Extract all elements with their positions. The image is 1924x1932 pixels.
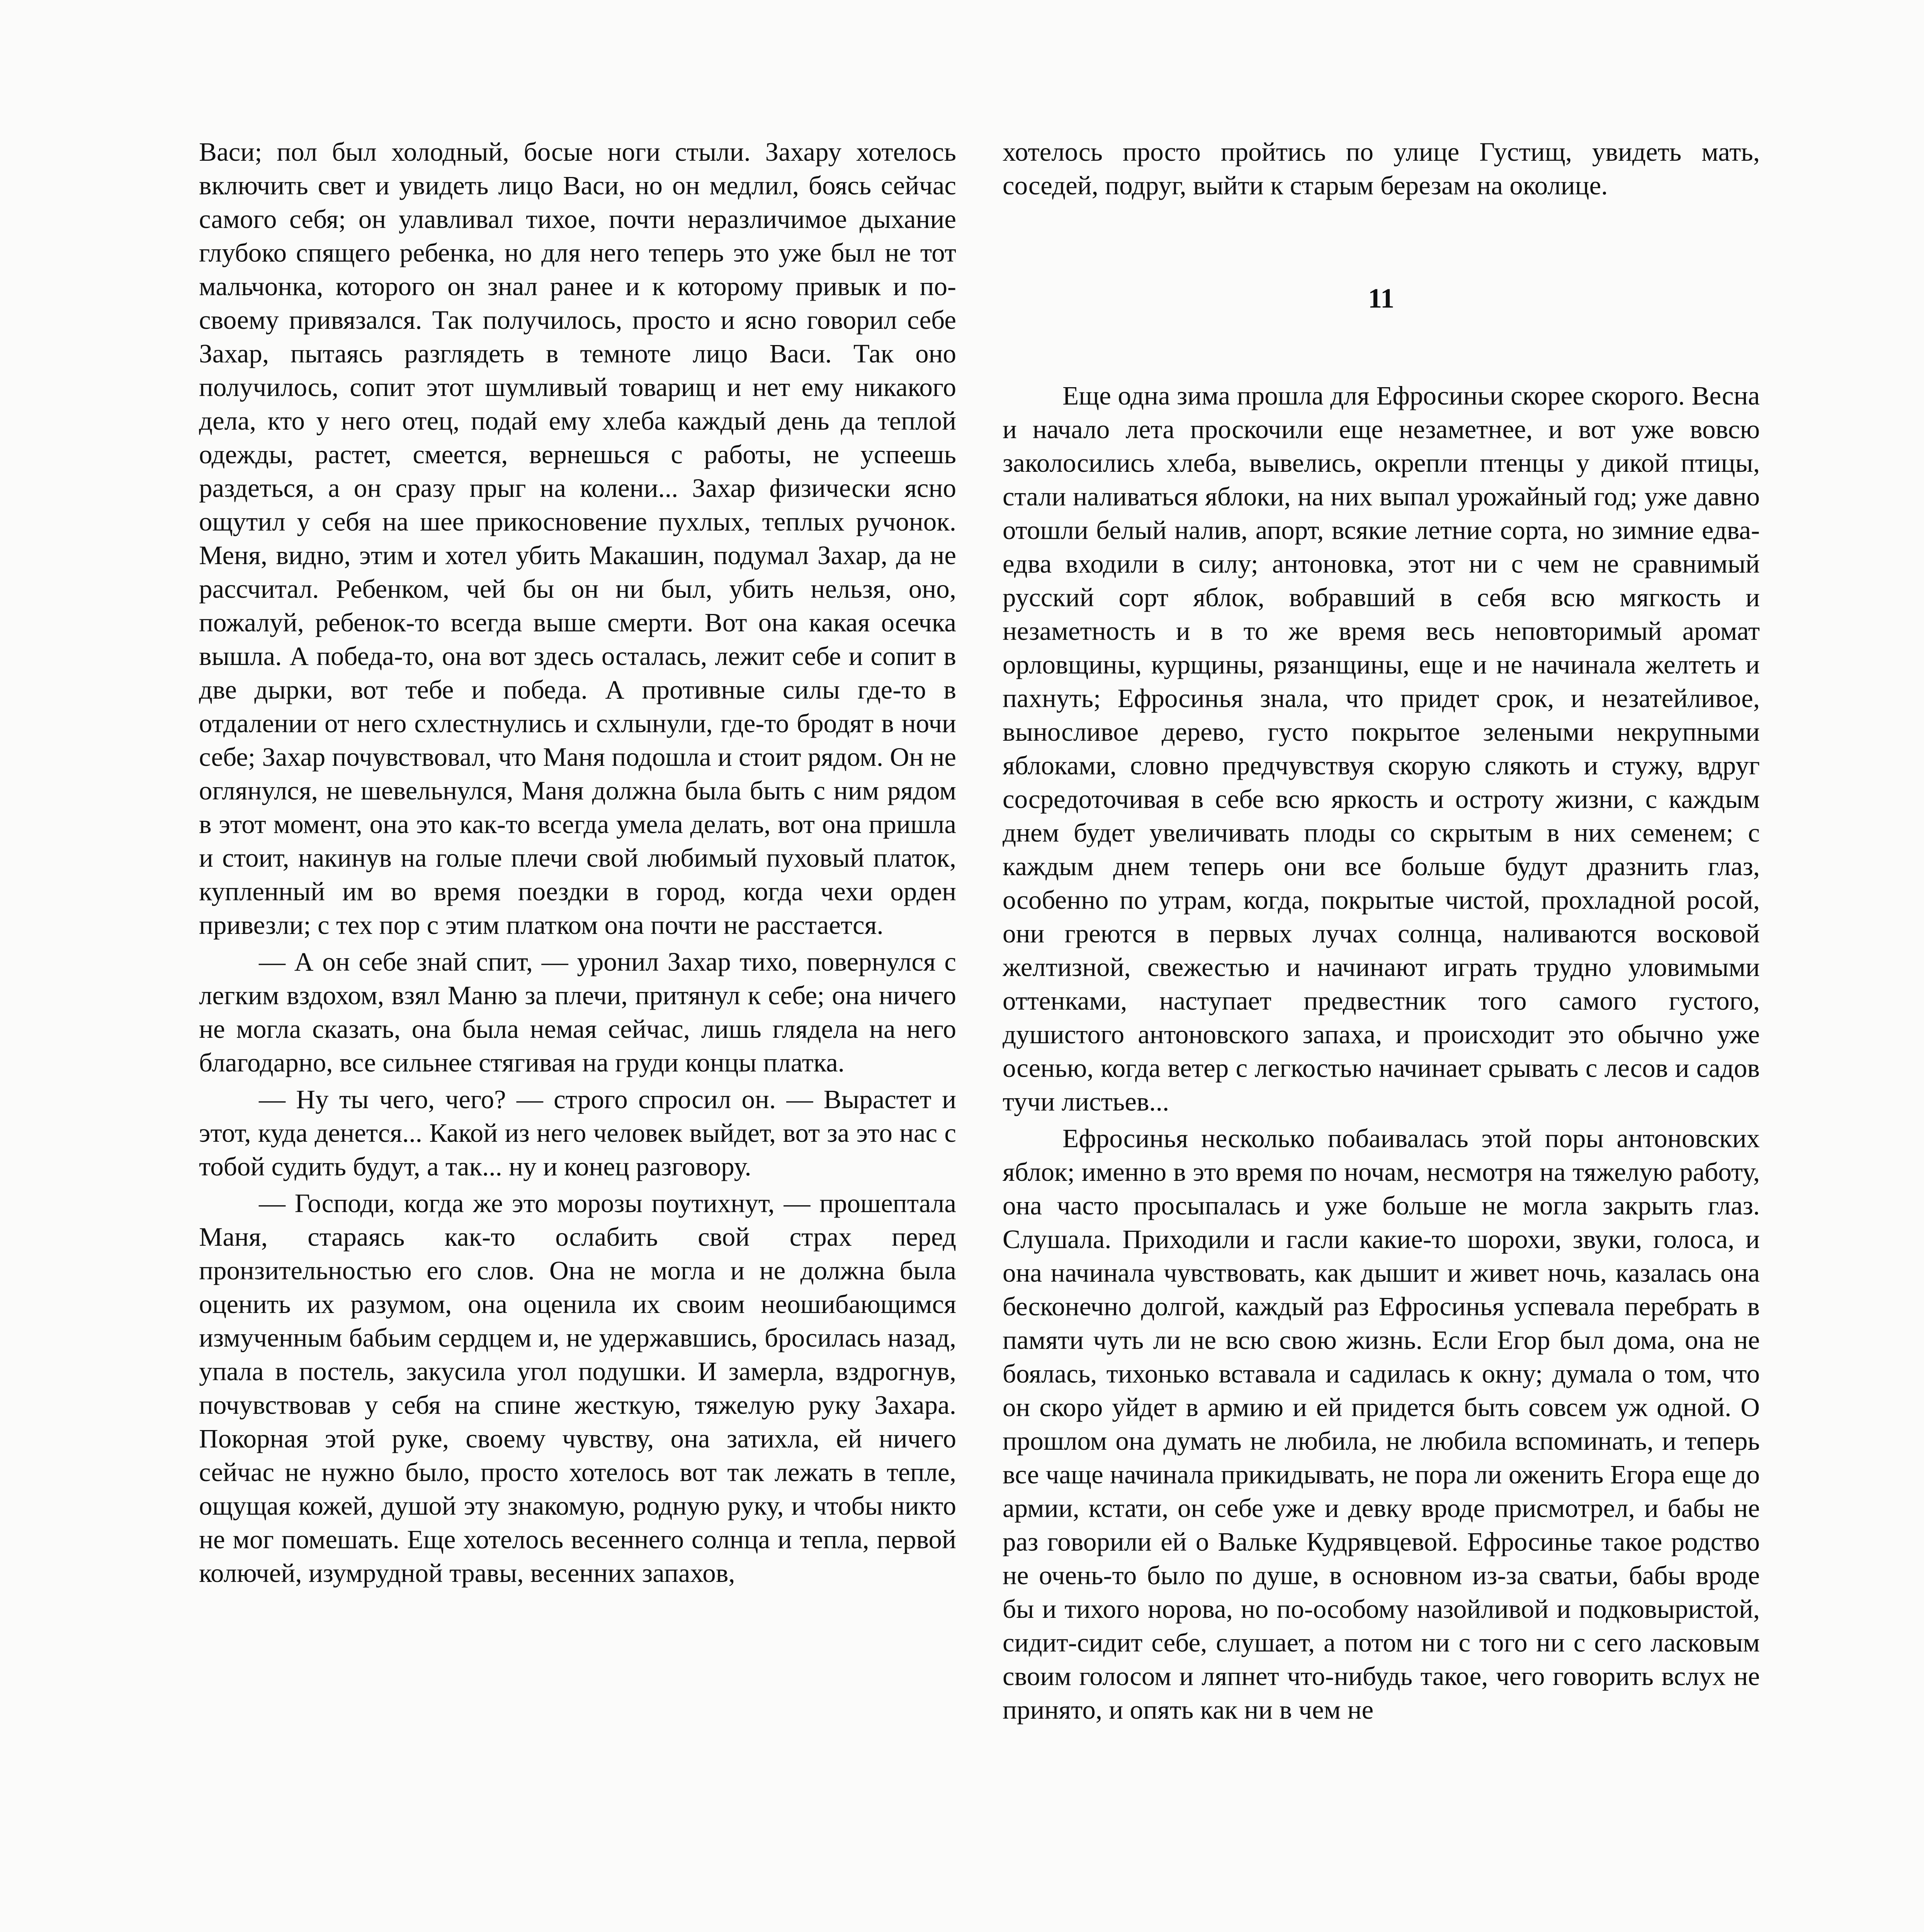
right-text-column	[1003, 135, 1760, 1727]
left-text-column	[199, 135, 956, 1590]
body-paragraph: Еще одна зима прошла для Ефросиньи скорее скорого. Весна и начало лета проскочили еще незаметнее, и вот уже вовсю заколосились хлеба, вывелись, окрепли птенцы у дикой птицы, стали наливаться яблоки, на них выпал урожайный год; уже давно отошли белый налив, апорт, всякие летние сорта, но зимние едва-едва входили в силу; антоновка, этот ни с чем не сравнимый русский сорт яблок, вобравший в себя всю мягкость и незаметность и в то же время весь неповторимый аромат орловщины, курщины, рязанщины, еще и не начинала желтеть и пахнуть; Ефросинья знала, что придет срок, и незатейливое, выносливое дерево, густо покрытое зелеными некрупными яблоками, словно предчувствуя скорую слякоть и стужу, вдруг сосредоточивая в себе всю яркость и остроту жизни, с каждым днем будет увеличивать плоды со скрытым в них семенем; с каждым днем теперь они все больше будут дразнить глаз, особенно по утрам, когда, покрытые чистой, прохладной росой, они греются в первых лучах солнца, наливаются восковой желтизной, свежестью и начинают играть трудно уловимыми оттенками, наступает предвестник того самого густого, душистого антоновского запаха, и происходит это обычно уже осенью, когда ветер с легкостью начинает срывать с лесов и садов тучи листьев...	[1003, 381, 1760, 1116]
body-paragraph: хотелось просто пройтись по улице Густищ, увидеть мать, соседей, подруг, выйти к старым березам на околице.	[1003, 137, 1760, 200]
body-paragraph: — А он себе знай спит, — уронил Захар тихо, повернулся с легким вздохом, взял Маню за плечи, притянул к себе; она ничего не могла сказать, она была немая сейчас, лишь глядела на него благодарно, все сильнее стягивая на груди концы платка.	[199, 947, 956, 1077]
chapter-number: 11	[1368, 283, 1395, 314]
body-paragraph: Ефросинья несколько побаивалась этой поры антоновских яблок; именно в это время по ночам, несмотря на тяжелую работу, она часто просыпалась и уже больше не могла закрыть глаз. Слушала. Приходили и гасли какие-то шорохи, звуки, голоса, и она начинала чувствовать, как дышит и живет ночь, казалась она бесконечно долгой, каждый раз Ефросинья успевала перебрать в памяти чуть ли не всю свою жизнь. Если Егор был дома, она не боялась, тихонько вставала и садилась к окну; думала о том, что он скоро уйдет в армию и ей придется быть совсем уж одной. О прошлом она думать не любила, не любила вспоминать, и теперь все чаще начинала прикидывать, не пора ли оженить Егора еще до армии, кстати, он себе уже и девку вроде присмотрел, и бабы не раз говорили ей о Вальке Кудрявцевой. Ефросинье такое родство не очень-то было по душе, в основном из-за сватьи, бабы вроде бы и тихого норова, но по-особому назойливой и подковыристой, сидит-сидит себе, слушает, а потом ни с того ни с сего ласковым своим голосом и ляпнет что-нибудь такое, чего говорить вслух не принято, и опять как ни в чем не	[1003, 1124, 1760, 1725]
body-paragraph: — Господи, когда же это морозы поутихнут, — прошептала Маня, стараясь как-то ослабить свой страх перед пронзительностью его слов. Она не могла и не должна была оценить их разумом, она оценила их своим неошибающимся измученным бабьим сердцем и, не удержавшись, бросилась назад, упала в постель, закусила угол подушки. И замерла, вздрогнув, почувствовав у себя на спине жесткую, тяжелую руку Захара. Покорная этой руке, своему чувству, она затихла, ей ничего сейчас не нужно было, просто хотелось вот так лежать в тепле, ощущая кожей, душой эту знакомую, родную руку, и чтобы никто не мог помешать. Еще хотелось весеннего солнца и тепла, первой колючей, изумрудной травы, весенних запахов,	[199, 1189, 956, 1588]
body-paragraph: Васи; пол был холодный, босые ноги стыли. Захару хотелось включить свет и увидеть лицо Васи, но он медлил, боясь сейчас самого себя; он улавливал тихое, почти неразличимое дыхание глубоко спящего ребенка, но для него теперь это уже был не тот мальчонка, которого он знал ранее и к которому привык и по-своему привязался. Так получилось, просто и ясно говорил себе Захар, пытаясь разглядеть в темноте лицо Васи. Так оно получилось, сопит этот шумливый товарищ и нет ему никакого дела, кто у него отец, подай ему хлеба каждый день да теплой одежды, растет, смеется, вернешься с работы, не успеешь раздеться, а он сразу прыг на колени... Захар физически ясно ощутил у себя на шее прикосновение пухлых, теплых ручонок. Меня, видно, этим и хотел убить Макашин, подумал Захар, да не рассчитал. Ребенком, чей бы он ни был, убить нельзя, оно, пожалуй, ребенок-то всегда выше смерти. Вот она какая осечка вышла. А победа-то, она вот здесь осталась, лежит себе и сопит в две дырки, вот тебе и победа. А противные силы где-то в отдалении от него схлестнулись и схлынули, где-то бродят в ночи себе; Захар почувствовал, что Маня подошла и стоит рядом. Он не оглянулся, не шевельнулся, Маня должна была быть с ним рядом в этот момент, она это как-то всегда умела делать, вот она пришла и стоит, накинув на голые плечи свой любимый пуховый платок, купленный им во время поездки в город, когда чехи орден привезли; с тех пор с этим платком она почти не расстается.	[199, 137, 956, 940]
body-paragraph: — Ну ты чего, чего? — строго спросил он. — Вырастет и этот, куда денется... Какой из него человек выйдет, вот за это нас с тобой судить будут, а так... ну и конец разговору.	[199, 1085, 956, 1181]
